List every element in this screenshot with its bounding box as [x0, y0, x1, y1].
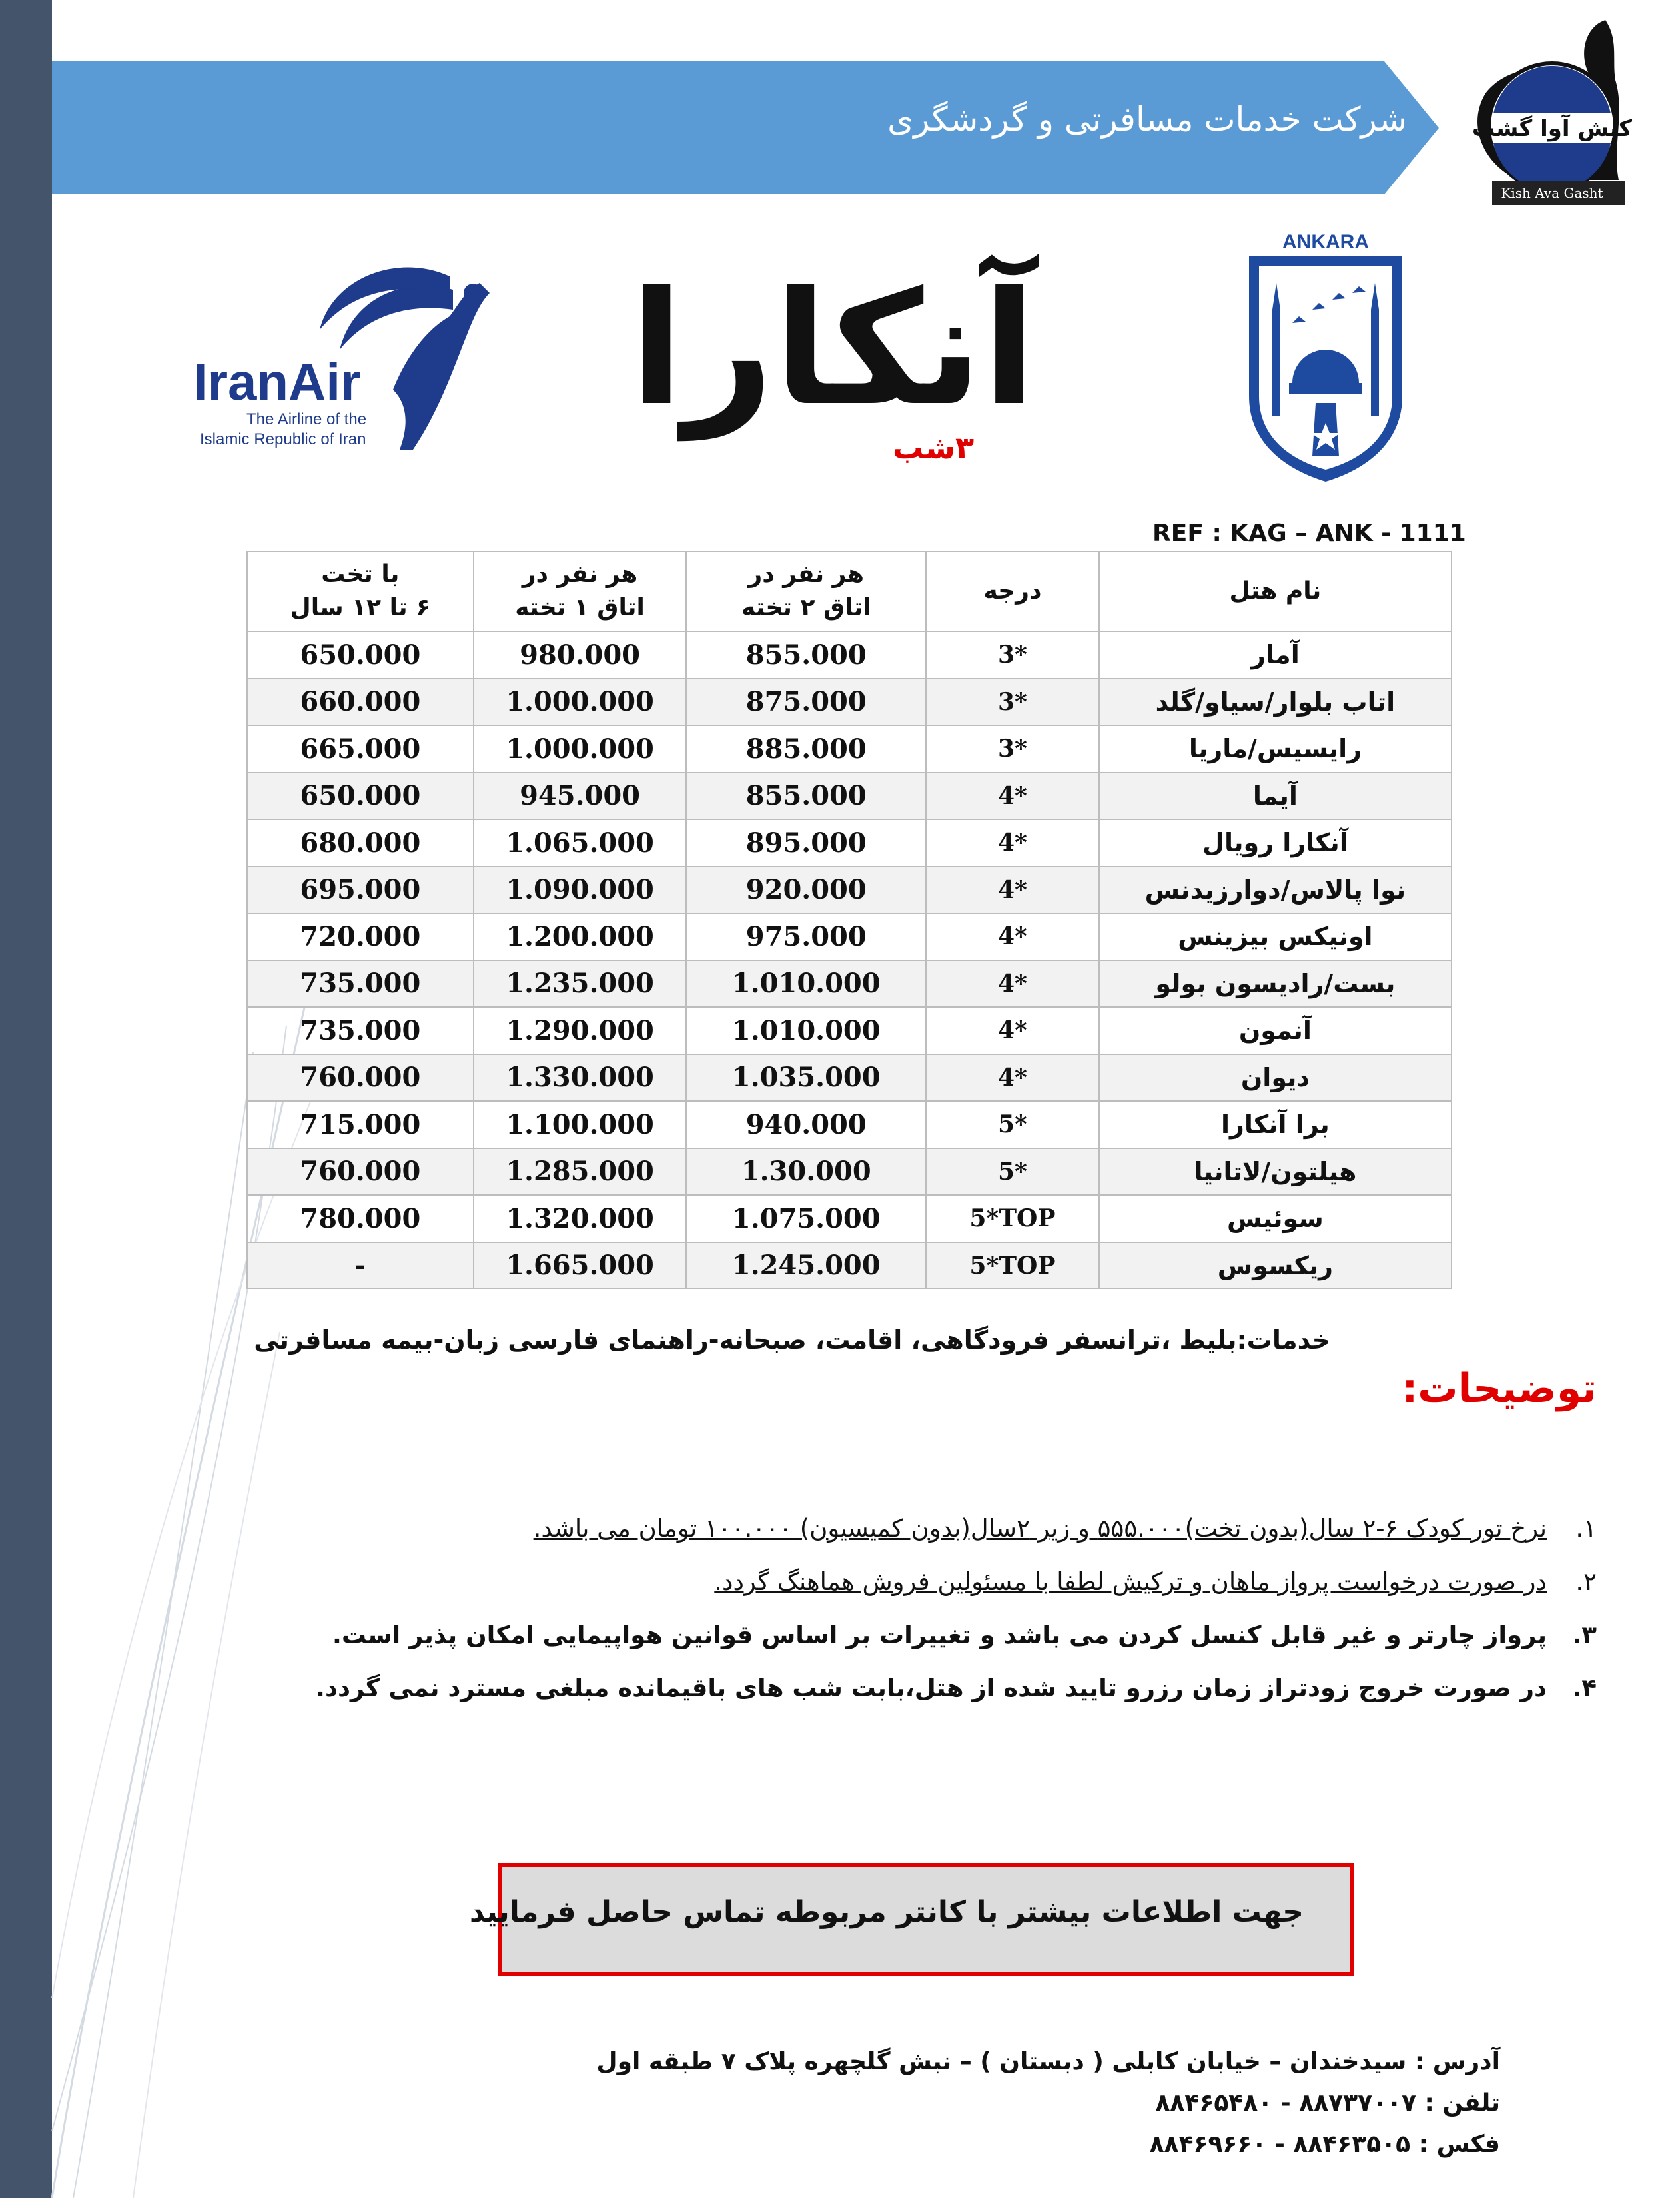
child-price: 760.000 — [247, 1054, 474, 1102]
address-line: آدرس : سیدخندان – خیابان کابلی ( دبستان ) – نبش گلچهره پلاک ۷ طبقه اول — [596, 2048, 1500, 2075]
hotel-cell: آنمون — [1099, 1007, 1452, 1054]
table-row — [247, 773, 1452, 820]
double-room-price: 1.010.000 — [686, 960, 926, 1008]
single-room-price: 945.000 — [474, 773, 687, 820]
phone-line: تلفن : ۸۸۷۳۷۰۰۷ - ۸۸۴۶۵۴۸۰ — [1155, 2089, 1500, 2117]
single-room-price: 1.000.000 — [474, 725, 687, 773]
table-row — [247, 913, 1452, 960]
svg-text:Kish Ava Gasht: Kish Ava Gasht — [1501, 185, 1603, 201]
header-single: هر نفر در اتاق ۱ تخته — [474, 551, 687, 631]
double-room-price: 1.075.000 — [686, 1195, 926, 1242]
hotel-cell: اتاب بلوار/سیاو/گلد — [1099, 679, 1452, 726]
grade-cell: 4* — [926, 773, 1099, 820]
double-room-price: 1.245.000 — [686, 1242, 926, 1289]
single-room-price: 980.000 — [474, 631, 687, 679]
hotel-cell: هیلتون/لاتانیا — [1099, 1148, 1452, 1196]
table-body — [247, 631, 1452, 1289]
table-row — [247, 1007, 1452, 1054]
table-row — [247, 960, 1452, 1008]
list-item: ۱. نرخ تور کودک ۶-۲ سال(بدون تخت)۵۵۵.۰۰۰ و زیر ۲سال(بدون کمیسیون) ۱۰۰.۰۰۰ تومان می باشد. — [533, 1514, 1597, 1543]
contact-box — [469, 1863, 1354, 1976]
list-item: ۲. در صورت درخواست پرواز ماهان و ترکیش لطفا با مسئولین فروش هماهنگ گردد. — [714, 1567, 1597, 1596]
child-price: 760.000 — [247, 1148, 474, 1196]
child-price: - — [247, 1242, 474, 1289]
table-row — [247, 1148, 1452, 1196]
hotel-cell: ریکسوس — [1099, 1242, 1452, 1289]
hotel-cell: آمار — [1099, 631, 1452, 679]
single-room-price: 1.100.000 — [474, 1101, 687, 1148]
company-name: شرکت خدمات مسافرتی و گردشگری — [887, 100, 1407, 139]
header-grade: درجه — [926, 551, 1099, 631]
child-price: 735.000 — [247, 1007, 474, 1054]
child-price: 650.000 — [247, 631, 474, 679]
table-row — [247, 631, 1452, 679]
list-item: ۳. پرواز چارتر و غیر قابل کنسل کردن می باشد و تغییرات بر اساس قوانین هواپیمایی امکان پذیر است. — [332, 1621, 1597, 1649]
list-item: ۴. در صورت خروج زودتراز زمان رزرو تایید شده از هتل،بابت شب های باقیمانده مبلغی مسترد نمی گردد. — [315, 1674, 1597, 1702]
grade-cell: 4* — [926, 1007, 1099, 1054]
svg-text:ANKARA: ANKARA — [1282, 231, 1369, 253]
table-row — [247, 1242, 1452, 1289]
grade-cell: 4* — [926, 1054, 1099, 1102]
single-room-price: 1.320.000 — [474, 1195, 687, 1242]
grade-cell: 5* — [926, 1148, 1099, 1196]
grade-cell: 4* — [926, 960, 1099, 1008]
double-room-price: 940.000 — [686, 1101, 926, 1148]
grade-cell: 5*TOP — [926, 1195, 1099, 1242]
child-price: 665.000 — [247, 725, 474, 773]
table-row — [247, 1195, 1452, 1242]
child-price: 735.000 — [247, 960, 474, 1008]
single-room-price: 1.065.000 — [474, 819, 687, 867]
contact-text: جهت اطلاعات بیشتر با کانتر مربوطه تماس حاصل فرمایید — [469, 1895, 1304, 1929]
table-row — [247, 679, 1452, 726]
double-room-price: 885.000 — [686, 725, 926, 773]
grade-cell: 3* — [926, 679, 1099, 726]
grade-cell: 3* — [926, 631, 1099, 679]
child-price: 695.000 — [247, 867, 474, 914]
hotel-cell: آنکارا رویال — [1099, 819, 1452, 867]
double-room-price: 1.035.000 — [686, 1054, 926, 1102]
table-row — [247, 867, 1452, 914]
iranair-logo — [187, 256, 506, 463]
ankara-city-logo — [1246, 230, 1406, 483]
child-price: 660.000 — [247, 679, 474, 726]
notes-title: توضیحات: — [1402, 1365, 1597, 1412]
svg-text:IranAir: IranAir — [193, 352, 361, 411]
single-room-price: 1.200.000 — [474, 913, 687, 960]
child-price: 680.000 — [247, 819, 474, 867]
grade-cell: 3* — [926, 725, 1099, 773]
services-text: خدمات:بلیط ،ترانسفر فرودگاهی، اقامت، صبحانه-راهنمای فارسی زبان-بیمه مسافرتی — [254, 1325, 1330, 1355]
child-price: 650.000 — [247, 773, 474, 820]
table-header-row — [247, 551, 1452, 631]
single-room-price: 1.000.000 — [474, 679, 687, 726]
hotel-cell: اونیکس بیزینس — [1099, 913, 1452, 960]
double-room-price: 855.000 — [686, 773, 926, 820]
single-room-price: 1.665.000 — [474, 1242, 687, 1289]
header-double: هر نفر در اتاق ۲ تخته — [686, 551, 926, 631]
child-price: 780.000 — [247, 1195, 474, 1242]
price-table — [246, 551, 1452, 1289]
single-room-price: 1.290.000 — [474, 1007, 687, 1054]
double-room-price: 920.000 — [686, 867, 926, 914]
grade-cell: 4* — [926, 819, 1099, 867]
hotel-cell: برا آنکارا — [1099, 1101, 1452, 1148]
child-price: 715.000 — [247, 1101, 474, 1148]
double-room-price: 875.000 — [686, 679, 926, 726]
reference-code: REF : KAG – ANK - 1111 — [1152, 520, 1466, 547]
hotel-cell: آیما — [1099, 773, 1452, 820]
address-block — [596, 2041, 1500, 2165]
single-room-price: 1.330.000 — [474, 1054, 687, 1102]
single-room-price: 1.285.000 — [474, 1148, 687, 1196]
city-title: آنکارا — [630, 258, 1036, 440]
grade-cell: 4* — [926, 867, 1099, 914]
hotel-cell: نوا پالاس/دوارزیدنس — [1099, 867, 1452, 914]
hotel-cell: بست/رادیسون بولو — [1099, 960, 1452, 1008]
double-room-price: 895.000 — [686, 819, 926, 867]
child-price: 720.000 — [247, 913, 474, 960]
hotel-cell: رایسیس/ماریا — [1099, 725, 1452, 773]
double-room-price: 1.010.000 — [686, 1007, 926, 1054]
table-row — [247, 1054, 1452, 1102]
grade-cell: 5*TOP — [926, 1242, 1099, 1289]
nights-count: ۳شب — [893, 430, 975, 466]
kish-ava-gasht-logo — [1452, 13, 1652, 206]
fax-line: فکس : ۸۸۴۶۳۵۰۵ - ۸۸۴۶۹۶۶۰ — [1149, 2131, 1500, 2158]
svg-text:Islamic Republic of Iran: Islamic Republic of Iran — [200, 430, 366, 448]
double-room-price: 855.000 — [686, 631, 926, 679]
header-hotel: نام هتل — [1099, 551, 1452, 631]
header-child: با تخت ۶ تا ۱۲ سال — [247, 551, 474, 631]
table-row — [247, 1101, 1452, 1148]
notes-list — [315, 1502, 1597, 1715]
grade-cell: 4* — [926, 913, 1099, 960]
hotel-cell: سوئیس — [1099, 1195, 1452, 1242]
double-room-price: 1.30.000 — [686, 1148, 926, 1196]
single-room-price: 1.090.000 — [474, 867, 687, 914]
single-room-price: 1.235.000 — [474, 960, 687, 1008]
grade-cell: 5* — [926, 1101, 1099, 1148]
table-row — [247, 725, 1452, 773]
svg-text:کیش آوا گشت: کیش آوا گشت — [1471, 115, 1633, 142]
table-row — [247, 819, 1452, 867]
double-room-price: 975.000 — [686, 913, 926, 960]
svg-text:The Airline of the: The Airline of the — [246, 410, 367, 428]
hotel-cell: دیوان — [1099, 1054, 1452, 1102]
